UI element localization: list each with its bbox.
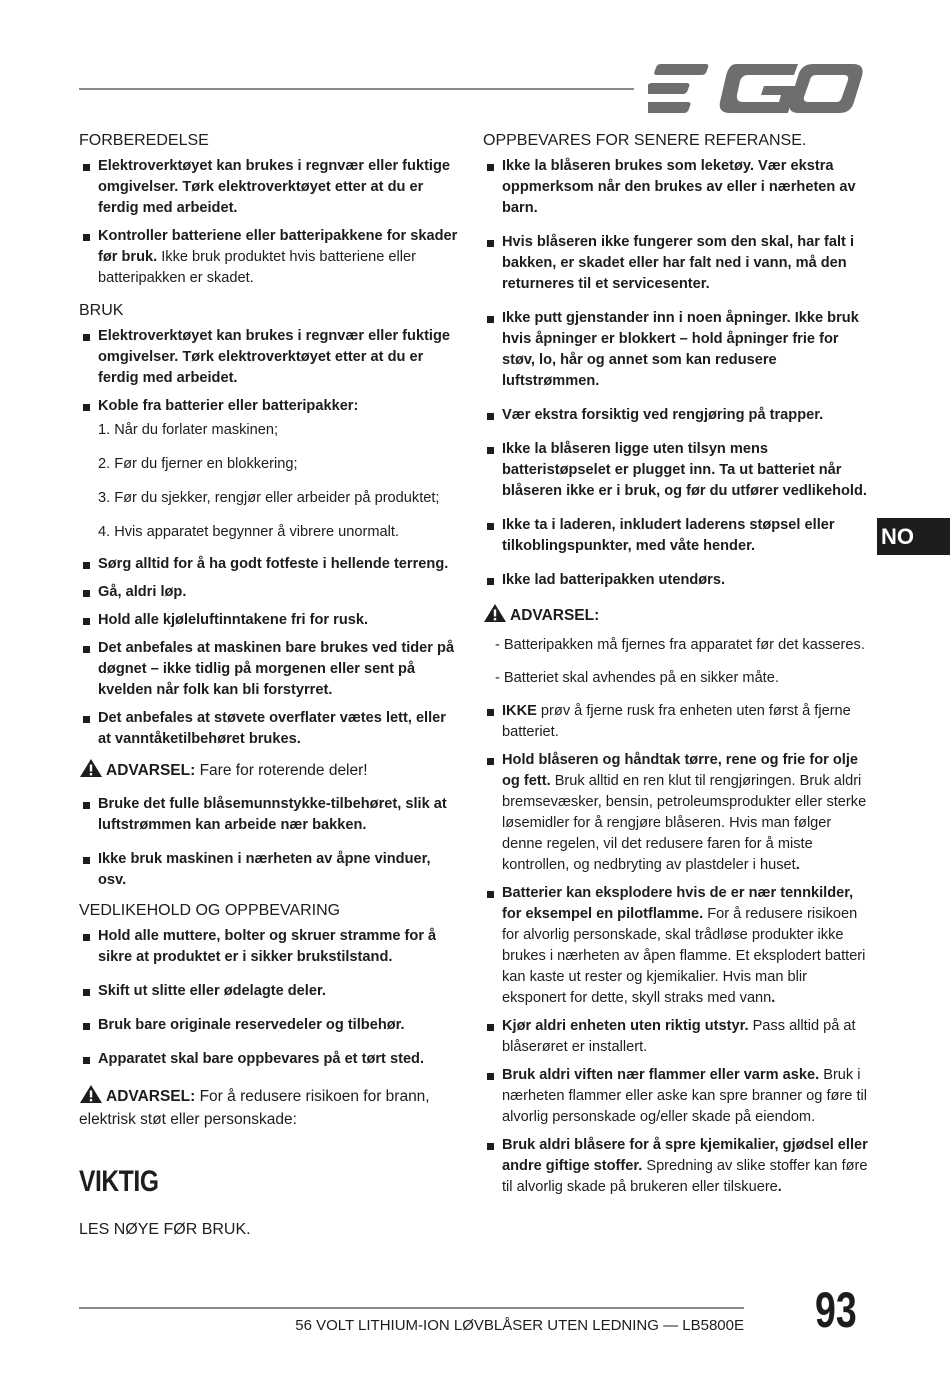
section-title-vedlikehold: VEDLIKEHOLD OG OPPBEVARING xyxy=(79,902,341,919)
cleaning-list xyxy=(483,701,868,1198)
list-item: Hvis blåseren ikke fungerer som den skal, har falt i bakken, er skadet eller har falt ned i vann, må den returneres til et servicesenter. xyxy=(483,232,868,295)
footer-rule xyxy=(79,1307,744,1309)
list-item: Apparatet skal bare oppbevares på et tørt sted. xyxy=(79,1049,459,1070)
ego-logo xyxy=(648,62,863,116)
list-item: Det anbefales at støvete overflater vætes lett, eller at vanntåketilbehøret brukes. xyxy=(79,708,459,750)
list-item: Skift ut slitte eller ødelagte deler. xyxy=(79,981,459,1002)
numbered-item: 1. Når du forlater maskinen; xyxy=(98,422,279,438)
bruk-list-3 xyxy=(79,794,459,891)
header-rule xyxy=(79,88,634,90)
language-tab: NO xyxy=(877,518,950,555)
list-item: Ikke ta i laderen, inkludert laderens støpsel eller tilkoblingspunkter, med våte hender. xyxy=(483,515,868,557)
list-item: Bruk aldri blåsere for å spre kjemikalier, gjødsel eller andre giftige stoffer. Spredning av slike stoffer kan føre til alvorlig skade på brukeren eller tilskuere. xyxy=(483,1135,868,1198)
numbered-item: 3. Før du sjekker, rengjør eller arbeider på produktet; xyxy=(98,490,440,506)
list-item: Bruk bare originale reservedeler og tilbehør. xyxy=(79,1015,459,1036)
footer-product-title: 56 VOLT LITHIUM-ION LØVBLÅSER UTEN LEDNING — LB5800E xyxy=(295,1317,744,1334)
numbered-item: 4. Hvis apparatet begynner å vibrere unormalt. xyxy=(98,524,399,540)
forberedelse-list xyxy=(79,156,459,289)
list-item: Batterier kan eksplodere hvis de er nær tennkilder, for eksempel en pilotflamme. For å redusere risikoen for alvorlig personskade, skal trådløse produkter ikke brukes i nærheten av åpen flamme. Et eksplodert batteri kan kaste ut rester og kjemikalier. Hvis man blir eksponert for dette, skyll straks med vann. xyxy=(483,883,868,1009)
list-item: Kontroller batteriene eller batteripakkene for skader før bruk. Ikke bruk produktet hvis batteriene eller batteripakken er skadet. xyxy=(79,226,459,289)
list-item: Elektroverktøyet kan brukes i regnvær eller fuktige omgivelser. Tørk elektroverktøyet etter at du er ferdig med arbeidet. xyxy=(79,326,459,389)
warning-battery-disposal: ADVARSEL: xyxy=(483,603,868,627)
dash-item: - Batteripakken må fjernes fra apparatet før det kasseres. xyxy=(495,637,865,653)
list-item: Ikke lad batteripakken utendørs. xyxy=(483,570,868,591)
list-item: Bruke det fulle blåsemunnstykke-tilbehøret, slik at luftstrømmen kan arbeide nær bakken. xyxy=(79,794,459,836)
bruk-list-2 xyxy=(79,554,459,750)
dash-item: - Batteriet skal avhendes på en sikker måte. xyxy=(495,670,779,686)
heading-viktig: VIKTIG xyxy=(79,1165,159,1198)
list-item: Hold blåseren og håndtak tørre, rene og frie for olje og fett. Bruk alltid en ren klut til rengjøringen. Bruk aldri bremsevæsker, bensin, petroleumsprodukter eller sterke løsemidler for å rengjøre blåseren. Hvis man følger denne regelen, vil det redusere faren for å miste kontrollen, og nedbryting av plastdeler i huset. xyxy=(483,750,868,876)
safety-list xyxy=(483,156,868,591)
section-title-forberedelse: FORBEREDELSE xyxy=(79,132,209,149)
list-item: Elektroverktøyet kan brukes i regnvær eller fuktige omgivelser. Tørk elektroverktøyet etter at du er ferdig med arbeidet. xyxy=(79,156,459,219)
warning-icon xyxy=(79,758,103,778)
warning-icon xyxy=(79,1084,103,1104)
page-number: 93 xyxy=(815,1282,857,1338)
numbered-item: 2. Før du fjerner en blokkering; xyxy=(98,456,298,472)
list-item: Hold alle muttere, bolter og skruer stramme for å sikre at produktet er i sikker brukstilstand. xyxy=(79,926,459,968)
list-item: Sørg alltid for å ha godt fotfeste i hellende terreng. xyxy=(79,554,459,575)
list-item: Ikke la blåseren ligge uten tilsyn mens batteristøpselet er plugget inn. Ta ut batteriet når blåseren ikke er i bruk, og før du utfører vedlikehold. xyxy=(483,439,868,502)
list-item: IKKE prøv å fjerne rusk fra enheten uten først å fjerne batteriet. xyxy=(483,701,868,743)
warning-fire-shock: ADVARSEL: For å redusere risikoen for brann, elektrisk støt eller personskade: xyxy=(79,1084,459,1131)
right-column xyxy=(483,132,868,1205)
list-item: Ikke bruk maskinen i nærheten av åpne vinduer, osv. xyxy=(79,849,459,891)
read-before-use: LES NØYE FØR BRUK. xyxy=(79,1221,251,1238)
list-item: Gå, aldri løp. xyxy=(79,582,459,603)
vedlikehold-list xyxy=(79,926,459,1070)
bruk-list xyxy=(79,326,459,417)
list-item: Koble fra batterier eller batteripakker: xyxy=(79,396,459,417)
list-item: Ikke putt gjenstander inn i noen åpninger. Ikke bruk hvis åpninger er blokkert – hold åpninger frie for støv, lo, hår og annet som kan redusere luftstrømmen. xyxy=(483,308,868,392)
left-column xyxy=(79,132,459,1239)
list-item: Hold alle kjøleluftinntakene fri for rusk. xyxy=(79,610,459,631)
warning-icon xyxy=(483,603,507,623)
list-item: Ikke la blåseren brukes som leketøy. Vær ekstra oppmerksom når den brukes av eller i nærheten av barn. xyxy=(483,156,868,219)
numbered-list xyxy=(79,420,459,543)
section-title-oppbevares: OPPBEVARES FOR SENERE REFERANSE. xyxy=(483,132,807,149)
section-title-bruk: BRUK xyxy=(79,302,124,319)
warning-rotating-parts: ADVARSEL: Fare for roterende deler! xyxy=(79,758,459,782)
list-item: Bruk aldri viften nær flammer eller varm aske. Bruk i nærheten flammer eller aske kan spre branner og føre til alvorlig personskade og/eller skade på eiendom. xyxy=(483,1065,868,1128)
list-item: Kjør aldri enheten uten riktig utstyr. Pass alltid på at blåserøret er installert. xyxy=(483,1016,868,1058)
list-item: Vær ekstra forsiktig ved rengjøring på trapper. xyxy=(483,405,868,426)
list-item: Det anbefales at maskinen bare brukes ved tider på døgnet – ikke tidlig på morgenen eller sent på kvelden når folk kan bli forstyrret. xyxy=(79,638,459,701)
